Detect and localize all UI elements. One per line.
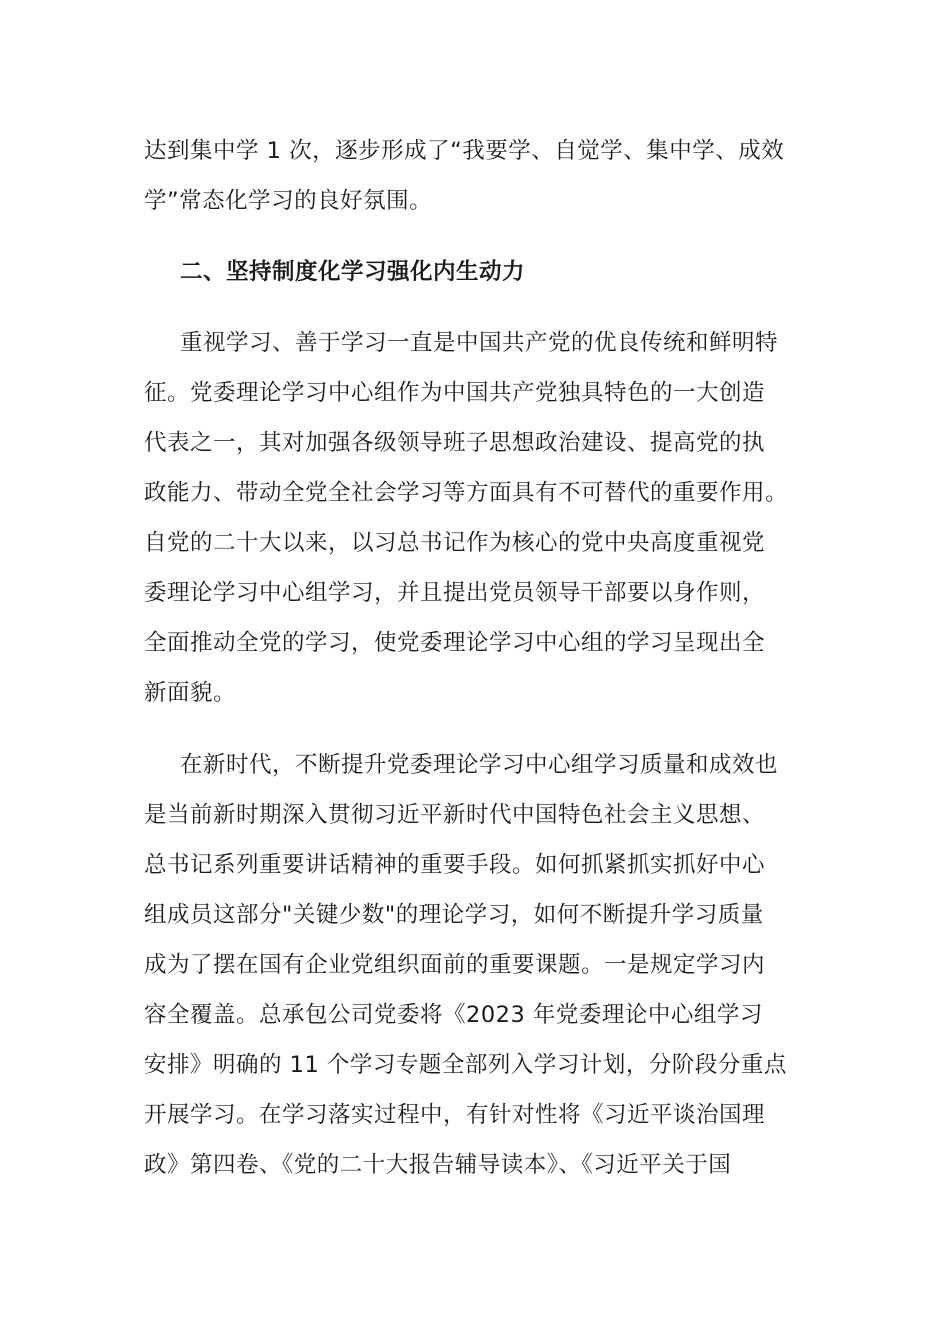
paragraph-1-line-1: 达到集中学 1 次，逐步形成了“我要学、自觉学、集中学、成效 [144,138,785,164]
paragraph-3-line-8: 开展学习。在学习落实过程中，有针对性将《习近平谈治国理 [144,1102,766,1128]
paragraph-3-line-4: 组成员这部分"关键少数"的理论学习，如何不断提升学习质量 [144,902,764,928]
paragraph-2-line-8: 新面貌。 [144,680,237,706]
paragraph-1-line-2: 学”常态化学习的良好氛围。 [144,188,433,214]
paragraph-2-line-2: 征。党委理论学习中心组作为中国共产党独具特色的一大创造 [144,380,766,406]
paragraph-2-line-5: 自党的二十大以来，以习总书记作为核心的党中央高度重视党 [144,530,766,556]
paragraph-2-line-1: 重视学习、善于学习一直是中国共产党的优良传统和鲜明特 [180,330,779,356]
paragraph-2-line-4: 政能力、带动全党全社会学习等方面具有不可替代的重要作用。 [144,480,789,506]
paragraph-3-line-3: 总书记系列重要讲话精神的重要手段。如何抓紧抓实抓好中心 [144,852,766,878]
paragraph-3-line-5: 成为了摆在国有企业党组织面前的重要课题。一是规定学习内 [144,952,766,978]
paragraph-3-line-9: 政》第四卷、《党的二十大报告辅导读本》、《习近平关于国 [144,1152,732,1178]
paragraph-2-line-6: 委理论学习中心组学习，并且提出党员领导干部要以身作则， [144,580,766,606]
paragraph-3-line-6: 容全覆盖。总承包公司党委将《2023 年党委理论中心组学习 [144,1002,763,1028]
paragraph-3-line-7: 安排》明确的 11 个学习专题全部列入学习计划，分阶段分重点 [144,1052,787,1078]
section-heading: 二、坚持制度化学习强化内生动力 [180,259,526,285]
paragraph-3-line-2: 是当前新时期深入贯彻习近平新时代中国特色社会主义思想、 [144,802,766,828]
paragraph-3-line-1: 在新时代，不断提升党委理论学习中心组学习质量和成效也 [180,752,779,778]
paragraph-2-line-3: 代表之一，其对加强各级领导班子思想政治建设、提高党的执 [144,430,766,456]
paragraph-2-line-7: 全面推动全党的学习，使党委理论学习中心组的学习呈现出全 [144,630,766,656]
